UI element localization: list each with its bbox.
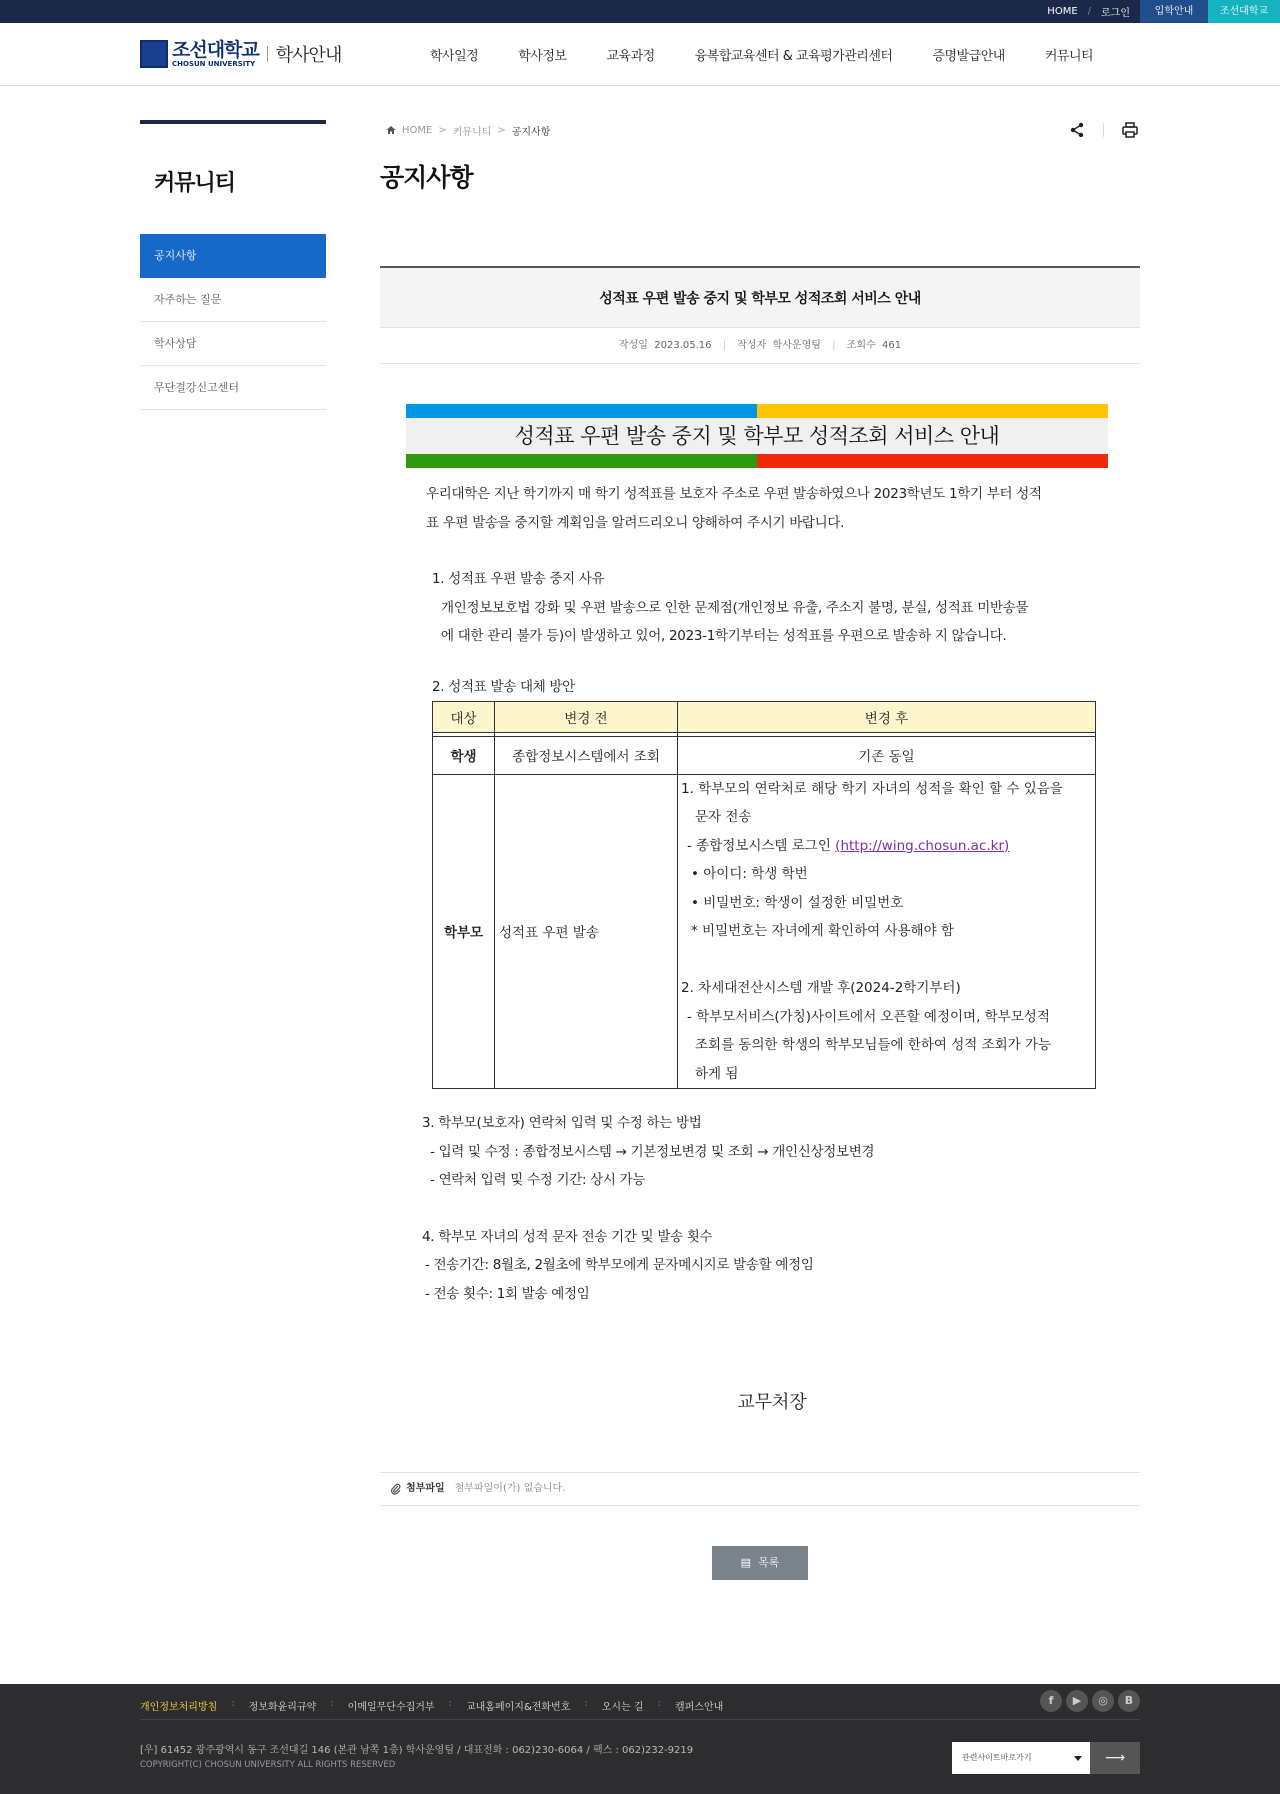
tool-divider xyxy=(1103,123,1104,137)
table-cell-after xyxy=(678,774,1096,1089)
arrow-right-icon: ⟶ xyxy=(1104,1750,1126,1766)
footer-link-campus[interactable]: 캠퍼스안내 xyxy=(674,1702,724,1713)
table-row xyxy=(433,774,1096,1089)
nav-academic-info[interactable]: 학사정보 xyxy=(518,49,567,64)
section-1-line: 에 대한 관리 불가 등)이 발생하고 있어, 2023-1학기부터는 성적표를 우편으로 발송하 지 않습니다. xyxy=(441,628,1007,644)
banner-stripe-red xyxy=(757,454,1108,468)
footer-separator: : xyxy=(584,1698,588,1709)
home-icon[interactable] xyxy=(386,125,396,135)
after-line: 문자 전송 xyxy=(695,809,752,825)
logo-english: CHOSUN UNIVERSITY xyxy=(172,59,256,68)
sidebar-title: 커뮤니티 xyxy=(154,171,236,196)
university-emblem-icon xyxy=(140,40,168,68)
post-body xyxy=(380,364,1140,1414)
after-line: • 아이디: 학생 학번 xyxy=(691,866,808,882)
section-3-line: - 입력 및 수정 : 종합정보시스템 → 기본정보변경 및 조회 → 개인신상정보변경 xyxy=(430,1143,875,1160)
top-login-link[interactable]: 로그인 xyxy=(1101,8,1130,19)
post-views-label: 조회수 xyxy=(846,340,876,351)
instagram-icon[interactable]: ◎ xyxy=(1092,1690,1114,1712)
logo-text xyxy=(172,38,259,68)
section-4-title: 4. 학부모 자녀의 성적 문자 전송 기간 및 발송 횟수 xyxy=(422,1228,713,1245)
section-4 xyxy=(406,1223,1108,1309)
table-cell-after: 기존 동일 xyxy=(678,736,1096,774)
footer-link-privacy[interactable]: 개인정보처리방침 xyxy=(140,1702,218,1713)
share-icon[interactable] xyxy=(1067,120,1087,140)
list-button[interactable] xyxy=(712,1546,808,1580)
chevron-right-icon: > xyxy=(497,124,506,136)
footer-separator: : xyxy=(657,1698,661,1709)
footer-separator: : xyxy=(448,1698,452,1709)
table-row xyxy=(433,736,1096,774)
table-cell-before: 종합정보시스템에서 조회 xyxy=(495,736,678,774)
banner-stripe-blue xyxy=(406,404,757,418)
family-site-select[interactable] xyxy=(952,1742,1090,1774)
section-1 xyxy=(406,565,1108,651)
post-views: 461 xyxy=(882,340,902,351)
after-line: - 종합정보시스템 로그인 xyxy=(687,837,831,854)
top-link-separator: / xyxy=(1087,6,1092,17)
attachment-row xyxy=(380,1472,1140,1506)
banner-title: 성적표 우편 발송 중지 및 학부모 성적조회 서비스 안내 xyxy=(406,418,1108,454)
table-cell-before: 성적표 우편 발송 xyxy=(495,774,678,1089)
breadcrumb-level1[interactable]: 커뮤니티 xyxy=(452,126,492,138)
table-cell-target: 학생 xyxy=(433,736,495,774)
paperclip-icon xyxy=(390,1483,402,1495)
nav-certificates[interactable]: 증명발급안내 xyxy=(932,49,1005,64)
section-3-line: - 연락처 입력 및 수정 기간: 상시 가능 xyxy=(430,1172,646,1188)
nav-convergence-center[interactable]: 융복합교육센터 & 교육평가관리센터 xyxy=(694,49,893,64)
meta-separator: | xyxy=(832,340,836,351)
table-cell-target: 학부모 xyxy=(433,774,495,1089)
top-links xyxy=(1037,0,1140,23)
sidebar-item-notices[interactable]: 공지사항 xyxy=(140,234,326,278)
meta-separator: | xyxy=(722,340,727,351)
breadcrumb xyxy=(380,120,1140,140)
facebook-icon[interactable]: f xyxy=(1040,1690,1062,1712)
site-name: 학사안내 xyxy=(275,45,342,66)
notice-banner xyxy=(406,404,1108,468)
chevron-right-icon: > xyxy=(438,124,447,136)
signoff: 교무처장 xyxy=(737,1392,807,1413)
nav-academic-calendar[interactable]: 학사일정 xyxy=(430,49,479,64)
table-header-before: 변경 전 xyxy=(495,701,678,732)
after-line: 2. 차세대전산시스템 개발 후(2024-2학기부터) xyxy=(681,980,961,996)
top-home-link[interactable]: HOME xyxy=(1047,6,1078,17)
section-2-title: 2. 성적표 발송 대체 방안 xyxy=(432,678,575,695)
main-content xyxy=(380,120,1140,1580)
print-icon[interactable] xyxy=(1120,120,1140,140)
post-title: 성적표 우편 발송 중지 및 학부모 성적조회 서비스 안내 xyxy=(380,266,1140,328)
footer-copyright: COPYRIGHT(C) CHOSUN UNIVERSITY ALL RIGHTS RESERVED xyxy=(140,1760,396,1770)
page-title: 공지사항 xyxy=(380,163,473,192)
caret-down-icon xyxy=(1074,1756,1082,1761)
banner-stripe-green xyxy=(406,454,757,468)
after-line: 1. 학부모의 연락처로 해당 학기 자녀의 성적을 확인 할 수 있음을 xyxy=(681,780,1063,797)
university-link[interactable]: 조선대학교 xyxy=(1208,0,1280,23)
page-tools xyxy=(1039,120,1140,140)
intro-line: 우리대학은 지난 학기까지 매 학기 성적표를 보호자 주소로 우편 발송하였으나 2023학년도 1학기 부터 성적 xyxy=(426,486,1042,502)
after-line: * 비밀번호는 자녀에게 확인하여 사용해야 함 xyxy=(691,923,954,939)
footer-links xyxy=(140,1698,737,1713)
sidebar-item-absence-report[interactable]: 무단결강신고센터 xyxy=(140,366,326,410)
after-line: - 학부모서비스(가칭)사이트에서 오픈할 예정이며, 학부모성적 xyxy=(687,1008,1050,1025)
nav-curriculum[interactable]: 교육과정 xyxy=(606,49,655,64)
site-header xyxy=(0,23,1280,86)
breadcrumb-current: 공지사항 xyxy=(511,126,551,138)
nav-community[interactable]: 커뮤니티 xyxy=(1044,49,1094,64)
intro-line: 표 우편 발송을 중지할 계획임을 알려드리오니 양해하여 주시기 바랍니다. xyxy=(426,514,845,531)
attachment-value: 첨부파일이(가) 없습니다. xyxy=(454,1483,566,1494)
banner-stripe-yellow xyxy=(757,404,1108,418)
breadcrumb-home[interactable]: HOME xyxy=(402,124,433,136)
post-author-label: 작성자 xyxy=(737,340,767,351)
replacement-plan-table xyxy=(432,701,1096,1090)
section-4-line: - 전송 횟수: 1회 발송 예정임 xyxy=(425,1285,590,1302)
footer-link-phonebook[interactable]: 교내홈페이지&전화번호 xyxy=(465,1702,571,1713)
post-date-label: 작성일 xyxy=(618,340,648,351)
sidebar-item-faq[interactable]: 자주하는 질문 xyxy=(140,278,326,322)
after-line: 조회를 동의한 학생의 학부모님들에 한하여 성적 조회가 가능 xyxy=(695,1037,1052,1053)
after-line-login xyxy=(681,832,1095,861)
youtube-icon[interactable]: ▶ xyxy=(1066,1690,1088,1712)
site-footer xyxy=(0,1684,1280,1794)
logo-divider xyxy=(267,46,268,62)
footer-address: [우] 61452 광주광역시 동구 조선대길 146 (본관 남쪽 1층) 학사운영팀 / 대표전화 : 062)230-6064 / 팩스 : 062)232-9219 xyxy=(140,1745,694,1756)
top-utility-bar xyxy=(0,0,1280,23)
family-site-go-button[interactable] xyxy=(1090,1742,1140,1774)
footer-link-email-refusal[interactable]: 이메일무단수집거부 xyxy=(347,1702,435,1713)
footer-link-ethics[interactable]: 정보화윤리규약 xyxy=(248,1702,317,1713)
section-1-line: 개인정보보호법 강화 및 우편 발송으로 인한 문제점(개인정보 유출, 주소지 불명, 분실, 성적표 미반송물 xyxy=(441,599,1029,616)
footer-separator: : xyxy=(231,1698,235,1709)
admission-link[interactable]: 입학안내 xyxy=(1140,0,1208,23)
sidebar xyxy=(140,120,326,410)
logo-korean: 조선대학교 xyxy=(172,38,259,61)
footer-divider xyxy=(140,1719,1140,1720)
after-line: 하게 됨 xyxy=(695,1065,739,1082)
footer-separator: : xyxy=(330,1698,334,1709)
family-site-label: 관련사이트바로가기 xyxy=(962,1753,1032,1762)
document-icon: ▤ xyxy=(740,1556,752,1569)
table-header-after: 변경 후 xyxy=(678,701,1096,732)
attachment-label: 첨부파일 xyxy=(406,1483,445,1494)
section-4-line: - 전송기간: 8월초, 2월초에 학부모에게 문자메시지로 발송할 예정임 xyxy=(425,1257,814,1273)
main-navigation xyxy=(430,23,1093,86)
post-author: 학사운영팀 xyxy=(772,340,821,351)
site-logo[interactable] xyxy=(140,40,341,68)
section-1-title: 1. 성적표 우편 발송 중지 사유 xyxy=(432,571,605,587)
blog-icon[interactable]: B xyxy=(1118,1690,1140,1712)
footer-inner xyxy=(140,1684,1140,1794)
after-line: • 비밀번호: 학생이 설정한 비밀번호 xyxy=(691,894,904,911)
sns-links xyxy=(1036,1690,1140,1712)
table-header-target: 대상 xyxy=(433,701,495,732)
section-3 xyxy=(406,1109,1108,1195)
footer-address-block xyxy=(140,1744,693,1772)
post-date: 2023.05.16 xyxy=(654,340,712,351)
list-button-label: 목록 xyxy=(758,1556,780,1569)
section-3-title: 3. 학부모(보호자) 연락처 입력 및 수정 하는 방법 xyxy=(422,1115,702,1131)
intro-paragraph xyxy=(406,480,1108,537)
sidebar-item-consulting[interactable]: 학사상담 xyxy=(140,322,326,366)
wing-system-link[interactable]: (http://wing.chosun.ac.kr) xyxy=(835,837,1010,854)
blank-line xyxy=(681,946,1095,975)
post-meta xyxy=(380,328,1140,364)
footer-link-directions[interactable]: 오시는 길 xyxy=(601,1702,644,1713)
